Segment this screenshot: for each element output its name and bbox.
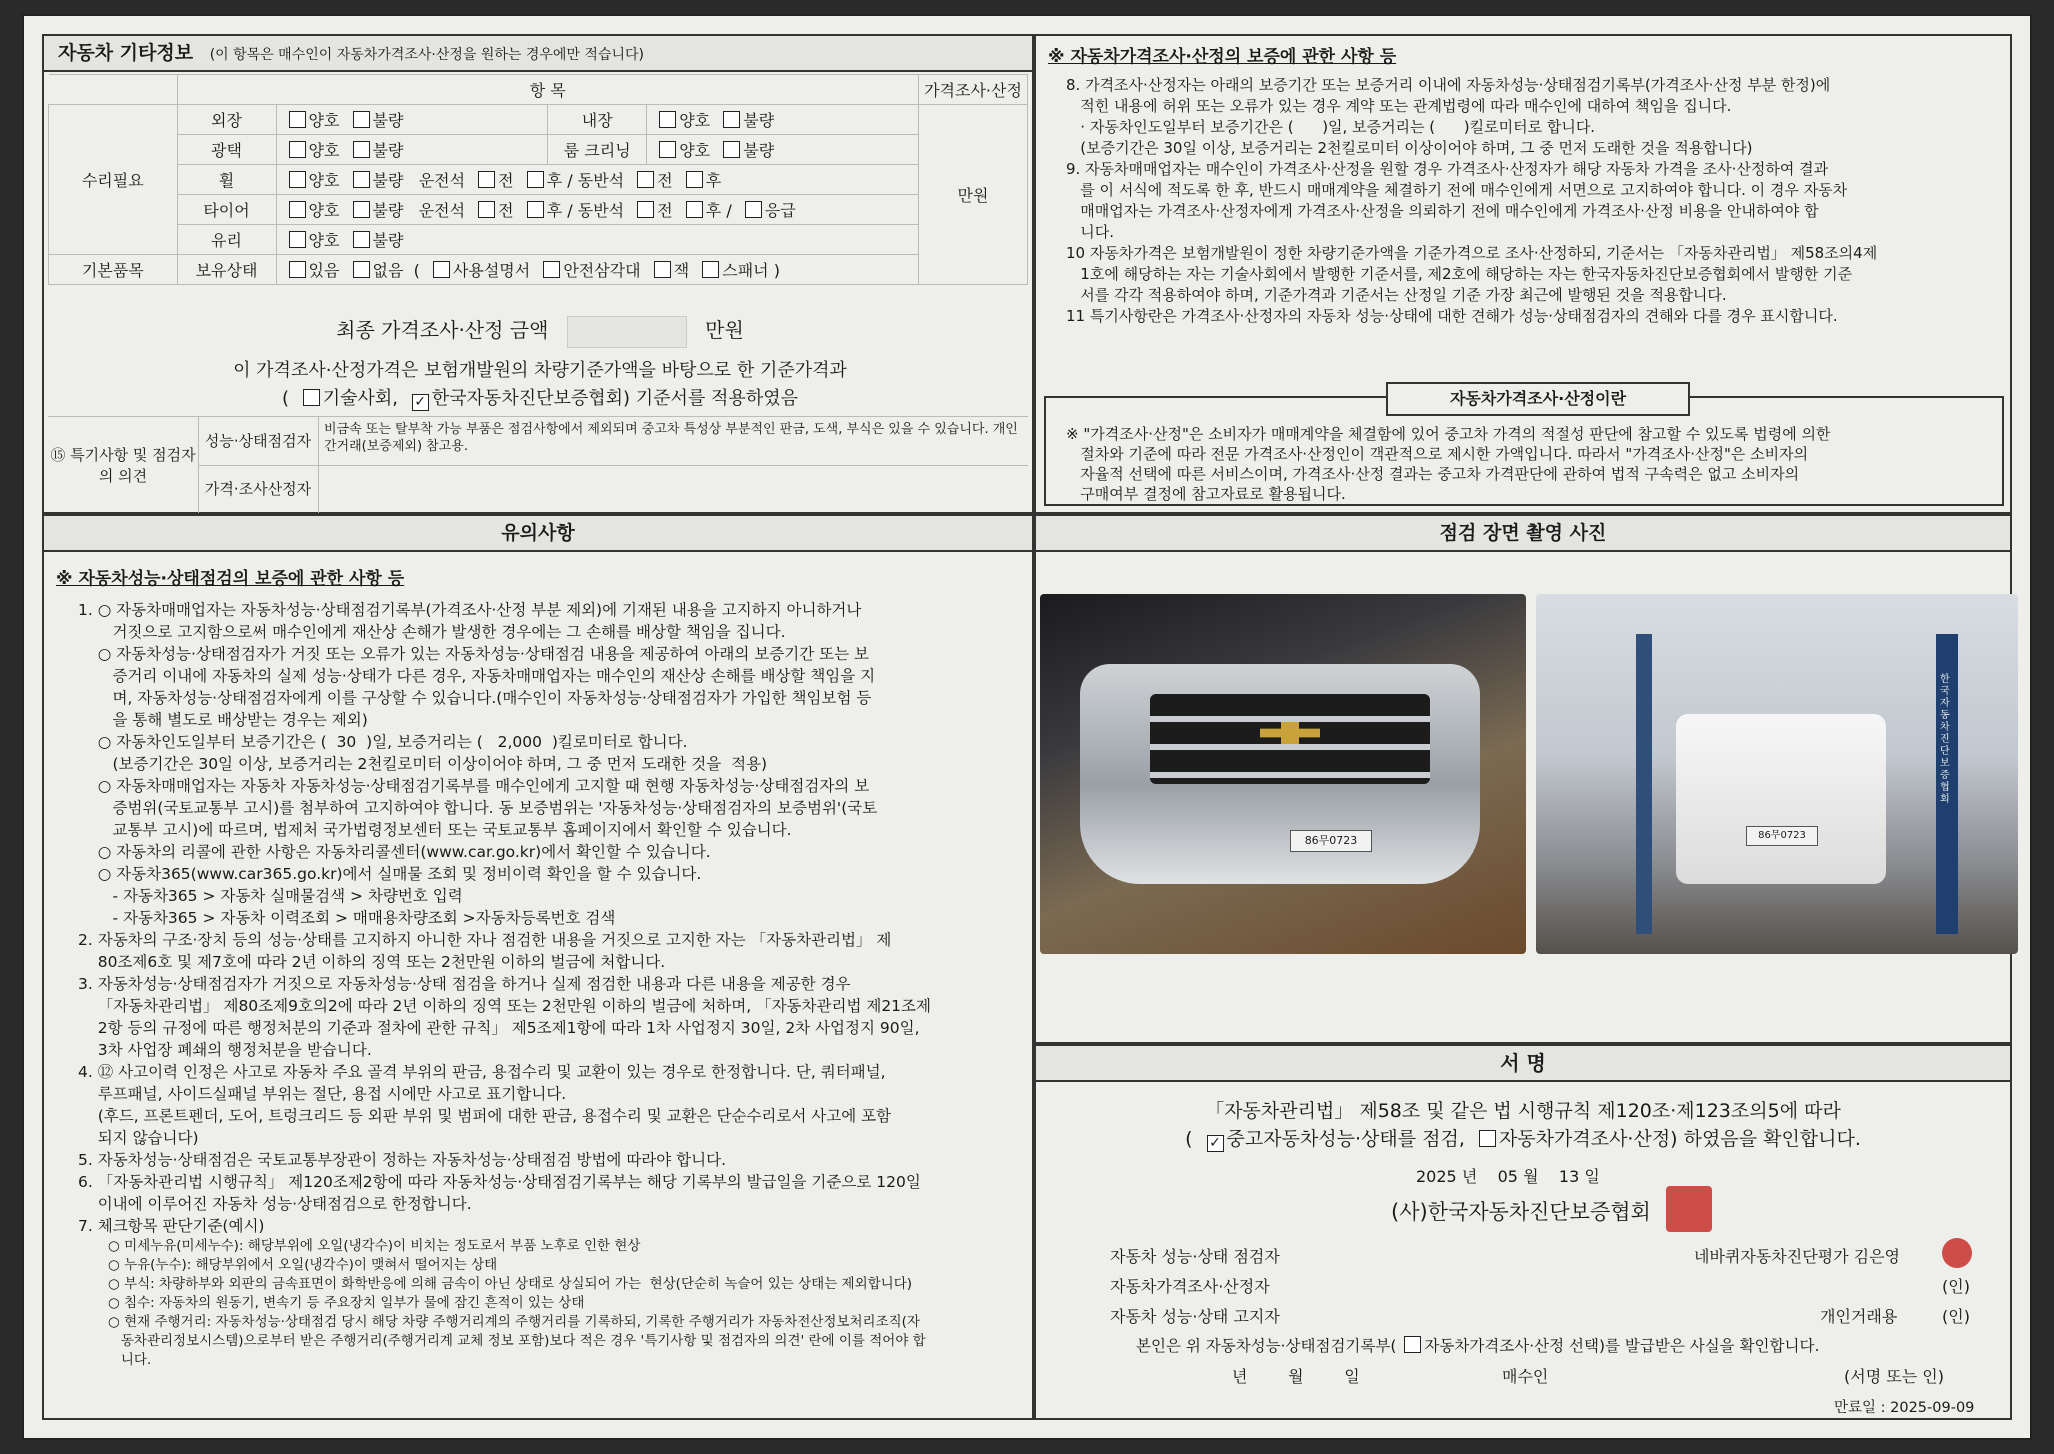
good-label: 양호 <box>308 171 340 190</box>
exterior-bad-checkbox[interactable] <box>353 111 370 128</box>
tech-society-checkbox[interactable] <box>303 389 320 406</box>
spanner-label: 스패너 <box>722 261 769 280</box>
notifier-seal: (인) <box>1942 1307 1970 1326</box>
interior-bad-checkbox[interactable] <box>723 111 740 128</box>
price-appraisal-checkbox[interactable] <box>1479 1130 1496 1147</box>
wheel-driver-rear-checkbox[interactable] <box>527 171 544 188</box>
tire-good-checkbox[interactable] <box>289 201 306 218</box>
front-label: 전 <box>498 201 514 220</box>
exterior-good-checkbox[interactable] <box>289 111 306 128</box>
rear-inspection-photo <box>1536 594 2018 954</box>
gloss-options <box>276 135 548 165</box>
issue-date <box>1416 1164 1600 1187</box>
good-label: 양호 <box>679 141 711 160</box>
tech-society-label: 기술사회, <box>322 388 399 409</box>
confirm-line: ( ✓중고자동차성능·상태를 점검, 자동차가격조사·산정) 하였음을 확인합니다. <box>1036 1124 2010 1152</box>
inspector-name: 네바퀴자동차진단평가 김은영 <box>1694 1247 1901 1266</box>
law-reference-line: 「자동차관리법」 제58조 및 같은 법 시행규칙 제120조·제123조의5에 따라 <box>1205 1100 1841 1122</box>
tire-passenger-rear-checkbox[interactable] <box>686 201 703 218</box>
other-info-title-text: 자동차 기타정보 <box>58 42 194 64</box>
receipt-line <box>1136 1334 1819 1356</box>
appraiser-seal: (인) <box>1942 1277 1970 1296</box>
final-price-input[interactable] <box>567 316 687 348</box>
used-car-inspect-checkbox[interactable] <box>1207 1135 1224 1152</box>
owned-none-checkbox[interactable] <box>353 261 370 278</box>
front-label: 전 <box>498 171 514 190</box>
notifier-label: 자동차 성능·상태 고지자 <box>1110 1307 1280 1326</box>
tire-driver-rear-checkbox[interactable] <box>527 201 544 218</box>
front-label: 전 <box>657 171 673 190</box>
inspection-photos-title: 점검 장면 촬영 사진 <box>1036 516 2010 552</box>
remarks-block <box>48 416 1028 513</box>
price-guarantee-section <box>1034 34 2012 514</box>
rear-label: 후 <box>705 171 722 190</box>
good-label: 양호 <box>308 231 340 250</box>
expiry-date: 만료일 : 2025-09-09 <box>1834 1400 1975 1416</box>
triangle-checkbox[interactable] <box>543 261 560 278</box>
inspection-photos-section <box>1034 514 2012 1044</box>
inspection-form-page <box>22 14 2032 1440</box>
year-unit: 년 <box>1461 1167 1478 1186</box>
emergency-label: 응급 <box>764 201 796 220</box>
organization-seal-icon <box>1666 1186 1712 1232</box>
caution-text: 1. ○ 자동차매매업자는 자동차성능·상태점검기록부(가격조사·산정 부분 제외)에 기재된 내용을 고지하지 아니하거나 거짓으로 고지함으로써 매수인에게 재산상 손해가 발생한 경우에는 그 손해를 배상할 책임을 집니다. ○ 자동차성능·상태점검자가 거짓 또는 오류가 있는 자동차성능·상태점검 내용을 제공하여 아래의 보증기간 또는 보 증거리 이내에 자동차의 실제 성능·상태가 다른 경우, 자동차매매업자는 매수인의 재산상 손해를 배상할 책임을 지 며, 자동차성능·상태점검자에게 이를 구상할 수 있습니다.(매수인이 자동차성능·상태점검자가 가입한 책임보험 등 을 통해 별도로 배상받는 경우는 제외) ○ 자동차인도일부터 보증기간은 ( 30 )일, 보증거리는 ( 2,000 )킬로미터로 합니다. (보증기간은 30일 이상, 보증거리는 2천킬로미터 이상이어야 하며, 그 중 먼저 도래한 것을 적용) ○ 자동차매매업자는 자동차 자동차성능·상태점검기록부를 매수인에게 고지할 때 현행 자동차성능·상태점검자의 보 증범위(국토교통부 고시)를 첨부하여 고지하여야 합니다. 동 보증범위는 '자동차성능·상태점검자의 보증범위'(국토 교통부 고시)에 따르며, 법제처 국가법령정보센터 또는 국토교통부 홈페이지에서 확인할 수 있습니다. ○ 자동차의 리콜에 관한 사항은 자동차리콜센터(www.car.go.kr)에서 확인할 수 있습니다. ○ 자동차365(www.car365.go.kr)에서 실매물 조회 및 정비이력 확인을 할 수 있습니다. - 자동차365 > 자동차 실매물검색 > 차량번호 입력 - 자동차365 > 자동차 이력조회 > 매매용차량조회 >자동차등록번호 검색 2. 자동차의 구조·장치 등의 성능·상태를 고지하지 아니한 자나 점검한 내용을 거짓으로 고지한 자는 「자동차관리법」 제 80조제6호 및 제7호에 따라 2년 이하의 징역 또는 2천만원 이하의 벌금에 처합니다. 3. 자동차성능·상태점검자가 거짓으로 자동차성능·상태 점검을 하거나 실제 점검한 내용과 다른 내용을 제공한 경우 「자동차관리법」 제80조제9호의2에 따라 2년 이하의 징역 또는 2천만원 이하의 벌금에 처하며, 「자동차관리법 제21조제 2항 등의 규정에 따른 행정처분의 기준과 절차에 관한 규칙」 제5조제1항에 따라 1차 사업정지 30일, 2차 사업정지 90일, 3차 사업장 폐쇄의 행정처분을 받습니다. 4. ⑫ 사고이력 인정은 사고로 자동차 주요 골격 부위의 판금, 용접수리 및 교환이 있는 경우로 한정합니다. 단, 쿼터패널, 루프패널, 사이드실패널 부위는 절단, 용접 시에만 사고로 표기합니다. (후드, 프론트펜더, 도어, 트렁크리드 등 외판 부위 및 범퍼에 대한 판금, 용접수리 및 교환은 단순수리로서 사고에 포함 되지 않습니다) 5. 자동차성능·상태점검은 국토교통부장관이 정하는 자동차성능·상태점검 방법에 따라야 합니다. 6. 「자동차관리법 시행규칙」 제120조제2항에 따라 자동차성능·상태점검기록부는 해당 기록부의 발급일을 기준으로 120일 이내에 이루어진 자동차 성능·상태점검으로 한정합니다. 7. 체크항목 판단기준(예시) <box>78 601 931 1235</box>
signature-title: 서 명 <box>1036 1046 2010 1082</box>
price-guarantee-title: ※ 자동차가격조사·산정의 보증에 관한 사항 등 <box>1048 47 1397 67</box>
issue-day: 13 <box>1558 1167 1580 1186</box>
month-unit: 월 <box>1523 1167 1539 1186</box>
caution-section <box>42 514 1034 1420</box>
rear-label: 후 <box>546 201 563 220</box>
other-info-title <box>44 36 1032 72</box>
row-gloss: 광택 <box>177 135 276 165</box>
passenger-seat-label: 동반석 <box>577 171 625 190</box>
confirm-inspect-label: 중고자동차성능·상태를 점검, <box>1226 1128 1465 1150</box>
remarks-inspector-text: 비금속 또는 탈부착 가능 부품은 점검사항에서 제외되며 중고차 특성상 부분적인 판금, 도색, 부식은 있을 수 있습니다. 개인간거래(보증제외) 참고용. <box>324 422 1018 454</box>
wheel-bad-checkbox[interactable] <box>353 171 370 188</box>
guarantee-item-9: 9. 자동차매매업자는 매수인이 가격조사·산정을 원할 경우 가격조사·산정자가 해당 자동차 가격을 조사·산정하여 결과 를 이 서식에 적도록 한 후, 반드시 매매계약을 체결하기 전에 매수인에게 서면으로 고지하여야 합니다. 이 경우 자동차 매매업자는 가격조사·산정자에게 가격조사·산정을 의뢰하기 전에 매수인에게 가격조사·산정 비용을 안내하여야 합 니다. <box>1066 160 1848 241</box>
passenger-seat-label: 동반석 <box>577 201 625 220</box>
appraisal-definition-box <box>1044 389 2004 506</box>
rear-license-plate: 86무0723 <box>1746 826 1818 846</box>
remarks-label: ⑮ 특기사항 및 점검자의 의견 <box>48 417 199 513</box>
owned-options: 있음 없음 ( 사용설명서 안전삼각대 잭 스패너 ) <box>276 255 919 285</box>
truck-rear-body <box>1676 714 1886 884</box>
wheel-passenger-rear-checkbox[interactable] <box>686 171 703 188</box>
good-label: 양호 <box>679 111 711 130</box>
inspector-label: 자동차 성능·상태 점검자 <box>1110 1247 1280 1266</box>
room-clean-options <box>647 135 919 165</box>
driver-seat-label: 운전석 <box>418 171 466 190</box>
row-exterior: 외장 <box>177 105 276 135</box>
basic-items-label: 기본품목 <box>49 255 178 285</box>
good-label: 양호 <box>308 141 340 160</box>
exterior-options <box>276 105 548 135</box>
glass-options <box>276 225 919 255</box>
receipt-text-b: 자동차가격조사·산정 선택)를 발급받은 사실을 확인합니다. <box>1424 1337 1820 1355</box>
driver-seat-label: 운전석 <box>418 201 466 220</box>
guarantee-item-11: 11 특기사항란은 가격조사·산정자의 자동차 성능·상태에 대한 견해가 성능·상태점검자의 견해와 다를 경우 표시합니다. <box>1066 307 1838 325</box>
remarks-appraiser-row <box>198 465 1028 513</box>
jack-label: 잭 <box>673 261 690 280</box>
rear-label: 후 <box>546 171 563 190</box>
buyer-date-blank: 년 월 일 <box>1232 1367 1360 1386</box>
have-label: 있음 <box>308 261 340 280</box>
wheel-options: 양호 불량 운전석 전 후 / 동반석 전 후 <box>276 165 919 195</box>
row-wheel: 휠 <box>177 165 276 195</box>
inspector-seal-icon <box>1942 1238 1972 1268</box>
signature-section <box>1034 1044 2012 1420</box>
front-inspection-photo <box>1040 594 1526 954</box>
other-info-table <box>48 74 1028 285</box>
bad-label: 불량 <box>372 201 404 220</box>
good-label: 양호 <box>308 111 340 130</box>
tire-options: 양호 불량 운전석 전 후 / 동반석 전 후 / 응급 <box>276 195 919 225</box>
rear-label: 후 <box>705 201 722 220</box>
issuing-organization: (사)한국자동차진단보증협회 <box>1391 1200 1651 1224</box>
interior-options <box>647 105 919 135</box>
glass-good-checkbox[interactable] <box>289 231 306 248</box>
buyer-label: 매수인 <box>1502 1367 1549 1386</box>
final-price-label: 최종 가격조사·산정 금액 <box>336 318 549 342</box>
bad-label: 불량 <box>743 141 775 160</box>
day-unit: 일 <box>1584 1167 1600 1186</box>
interior-good-checkbox[interactable] <box>659 111 676 128</box>
repair-needed-label: 수리필요 <box>49 105 178 255</box>
room-clean-good-checkbox[interactable] <box>659 141 676 158</box>
tire-emergency-checkbox[interactable] <box>745 201 762 218</box>
appraisal-definition-title: 자동차가격조사·산정이란 <box>1386 382 1690 416</box>
front-label: 전 <box>657 201 673 220</box>
caution-subtitle: ※ 자동차성능·상태점검의 보증에 관한 사항 등 <box>56 569 405 589</box>
front-license-plate: 86무0723 <box>1290 830 1372 852</box>
guarantee-item-10: 10 자동차가격은 보험개발원이 정한 차량기준가액을 기준가격으로 조사·산정하되, 기준서는 「자동차관리법」 제58조의4제 1호에 해당하는 자는 기술사회에서 발행한 기준서를, 제2호에 해당하는 자는 한국자동차진단보증협회에서 발행한 기준 서를 각각 적용하여야 하며, 기준가격과 기준서는 산정일 기준 가장 최근에 발행된 것을 적용합니다. <box>1066 244 1878 304</box>
final-price-unit: 만원 <box>705 318 744 342</box>
confirm-appraisal-label: 자동차가격조사·산정) 하였음을 확인합니다. <box>1498 1128 1861 1150</box>
kaa-checkbox[interactable] <box>412 394 429 411</box>
issue-month: 05 <box>1497 1167 1518 1186</box>
tire-driver-front-checkbox[interactable] <box>478 201 495 218</box>
remarks-inspector-label: 성능·상태점검자 <box>198 417 319 465</box>
row-glass: 유리 <box>177 225 276 255</box>
basis-line-2: ( 기술사회, ✓ 한국자동차진단보증협회) 기준서를 적용하였음 <box>44 384 1036 411</box>
manual-checkbox[interactable] <box>433 261 450 278</box>
receipt-appraisal-checkbox[interactable] <box>1404 1336 1421 1353</box>
triangle-label: 안전삼각대 <box>563 261 641 280</box>
lift-banner-text: 한국자동차진단보증협회 <box>1940 674 1950 805</box>
issue-year: 2025 <box>1416 1167 1457 1186</box>
check-criteria-text: ○ 미세누유(미세누수): 해당부위에 오일(냉각수)이 비치는 정도로서 부품 노후로 인한 현상 ○ 누유(누수): 해당부위에서 오일(냉각수)이 맺혀서 떨어지는 상태 ○ 부식: 차량하부와 외판의 금속표면이 화학반응에 의해 금속이 아닌 상태로 상실되어 가는 현상(단순히 녹슬어 있는 상태는 제외합니다) ○ 침수: 자동차의 원동기, 변속기 등 주요장치 일부가 물에 잠긴 흔적이 있는 상태 ○ 현재 주행거리: 자동차성능·상태점검 당시 해당 차량 주행거리계의 주행거리를 기록하되, 기록한 주행거리가 자동차전산정보처리조직(자 동차관리정보시스템)으로부터 받은 주행거리(주행거리계 교체 정보 포함)보다 적은 경우 '특기사항 및 점검자의 의견' 란에 이를 적어야 합 니다. <box>108 1238 926 1368</box>
tire-bad-checkbox[interactable] <box>353 201 370 218</box>
bad-label: 불량 <box>372 111 404 130</box>
gloss-bad-checkbox[interactable] <box>353 141 370 158</box>
col-price-header: 가격조사·산정 <box>919 75 1028 105</box>
owned-have-checkbox[interactable] <box>289 261 306 278</box>
manual-label: 사용설명서 <box>452 261 531 280</box>
good-label: 양호 <box>308 201 340 220</box>
room-clean-bad-checkbox[interactable] <box>723 141 740 158</box>
row-tire: 타이어 <box>177 195 276 225</box>
bad-label: 불량 <box>743 111 775 130</box>
other-info-subtitle: (이 항목은 매수인이 자동차가격조사·산정을 원하는 경우에만 적습니다) <box>209 47 644 63</box>
row-interior: 내장 <box>548 105 647 135</box>
wheel-driver-front-checkbox[interactable] <box>478 171 495 188</box>
remarks-appraiser-label: 가격·조사산정자 <box>198 465 319 513</box>
lift-post-left <box>1636 634 1652 934</box>
final-price-row <box>44 314 1036 348</box>
price-column-unit: 만원 <box>919 105 1028 285</box>
receipt-text-a: 본인은 위 자동차성능·상태점검기록부( <box>1136 1337 1397 1355</box>
guarantee-item-8: 8. 가격조사·산정자는 아래의 보증기간 또는 보증거리 이내에 자동차성능·상태점검기록부(가격조사·산정 부분 한정)에 적힌 내용에 허위 또는 오류가 있는 경우 계약 또는 관계법령에 따라 매수인에 대하여 책임을 집니다. · 자동차인도일부터 보증기간은 ( )일, 보증거리는 ( )킬로미터로 합니다. (보증기간은 30일 이상, 보증거리는 2천킬로미터 이상이어야 하며, 그 중 먼저 도래한 것을 적용합니다) <box>1066 76 1831 157</box>
bad-label: 불량 <box>372 231 404 250</box>
appraisal-definition-text: ※ "가격조사·산정"은 소비자가 매매계약을 체결함에 있어 중고차 가격의 적절성 판단에 참고할 수 있도록 법령에 의한 절차와 기준에 따라 전문 가격조사·산정인이 객관적으로 제시한 가액입니다. 따라서 "가격조사·산정"은 소비자의 자율적 선택에 따른 서비스이며, 가격조사·산정 결과는 중고차 가격판단에 관하여 법적 구속력은 없고 소비자의 구매여부 결정에 참고자료로 활용됩니다. <box>1066 425 1831 503</box>
remarks-inspector-row <box>198 417 1028 466</box>
notifier-name: 개인거래용 <box>1820 1307 1898 1326</box>
wheel-good-checkbox[interactable] <box>289 171 306 188</box>
caution-title: 유의사항 <box>44 516 1032 552</box>
kaa-label: 한국자동차진단보증협회) 기준서를 적용하였음 <box>431 388 798 409</box>
bad-label: 불량 <box>372 141 404 160</box>
row-owned-status: 보유상태 <box>177 255 276 285</box>
row-room-cleaning: 룸 크리닝 <box>548 135 647 165</box>
tire-passenger-front-checkbox[interactable] <box>637 201 654 218</box>
jack-checkbox[interactable] <box>654 261 671 278</box>
other-info-section <box>42 34 1034 514</box>
bad-label: 불량 <box>372 171 404 190</box>
none-label: 없음 <box>372 261 404 280</box>
wheel-passenger-front-checkbox[interactable] <box>637 171 654 188</box>
buyer-sign-field[interactable]: (서명 또는 인) <box>1844 1367 1944 1386</box>
gloss-good-checkbox[interactable] <box>289 141 306 158</box>
basis-line-1: 이 가격조사·산정가격은 보험개발원의 차량기준가액을 바탕으로 한 기준가격과 <box>233 360 847 381</box>
glass-bad-checkbox[interactable] <box>353 231 370 248</box>
appraiser-label: 자동차가격조사·산정자 <box>1110 1277 1270 1296</box>
col-item-header: 항 목 <box>177 75 919 105</box>
spanner-checkbox[interactable] <box>702 261 719 278</box>
